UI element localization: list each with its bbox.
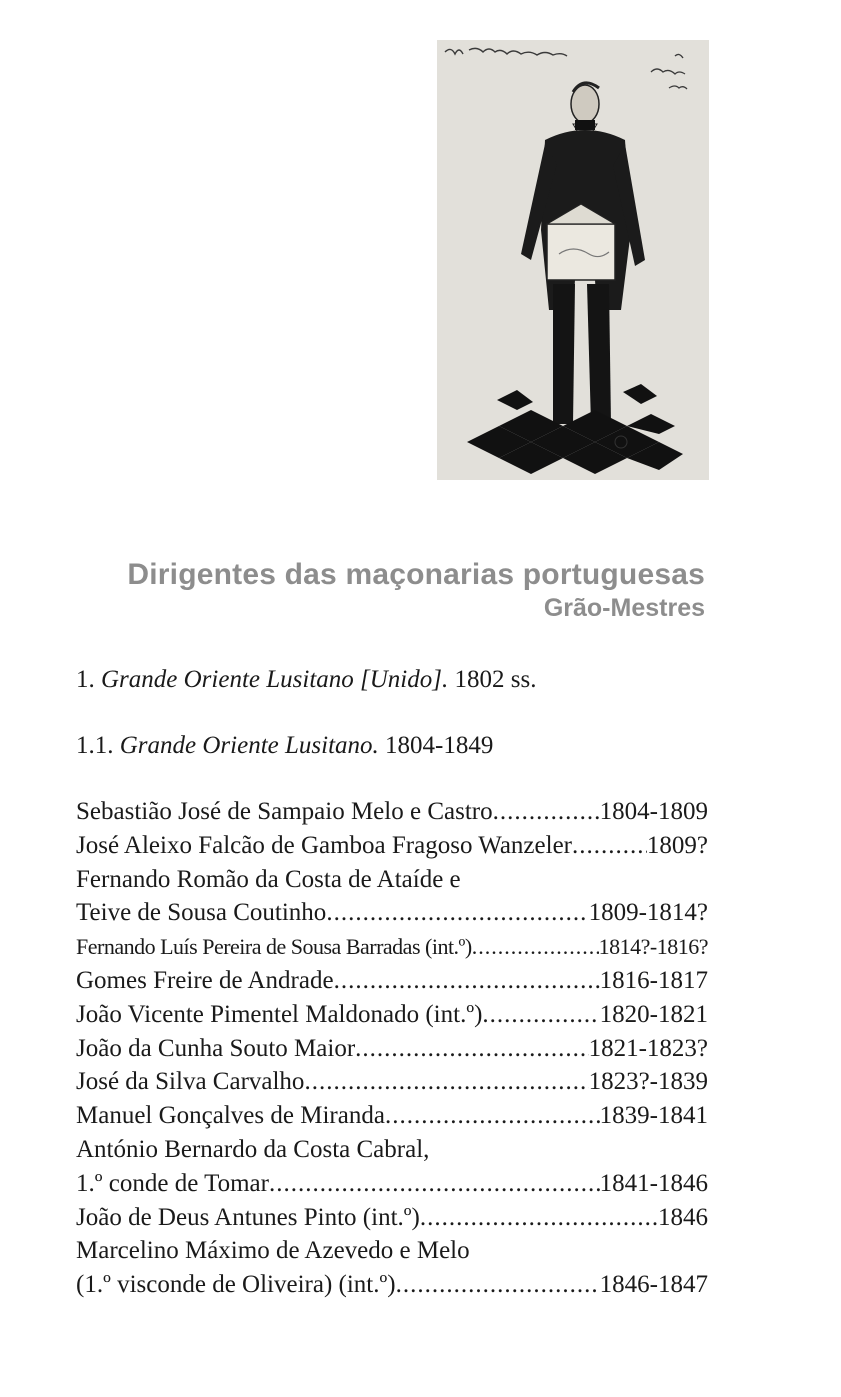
section-name: Grande Oriente Lusitano [Unido]. [101,666,449,693]
section-years: 1804-1849 [385,732,494,759]
grand-master-illustration [437,40,709,480]
page-title: Dirigentes das maçonarias portuguesas [127,558,705,591]
list-item: (1.º visconde de Oliveira) (int.º) ..... 1846-1847 [76,1268,708,1302]
list-item: João de Deus Antunes Pinto (int.º) ..... 1846 [76,1201,708,1235]
grand-masters-list [76,795,708,1302]
list-item: João da Cunha Souto Maior ..... 1821-1823? [76,1032,708,1066]
section-1 [76,665,536,695]
section-years: 1802 ss. [454,666,537,693]
freemason-portrait-icon [437,40,709,480]
list-item: Teive de Sousa Coutinho ..... 1809-1814? [76,896,708,930]
section-1-1 [76,731,493,761]
list-item: Manuel Gonçalves de Miranda ..... 1839-1841 [76,1099,708,1133]
list-item: Fernando Luís Pereira de Sousa Barradas (int.º) ..... 1814?-1816? [76,930,708,964]
list-item: José Aleixo Falcão de Gamboa Fragoso Wanzeler ..... 1809? [76,829,708,863]
section-heading [127,558,705,624]
list-item: 1.º conde de Tomar ..... 1841-1846 [76,1167,708,1201]
list-item: Gomes Freire de Andrade ..... 1816-1817 [76,964,708,998]
list-item: Sebastião José de Sampaio Melo e Castro ..... 1804-1809 [76,795,708,829]
page-subtitle: Grão-Mestres [543,594,705,622]
section-number: 1. [76,666,95,693]
list-item: João Vicente Pimentel Maldonado (int.º) ..... 1820-1821 [76,998,708,1032]
list-item: António Bernardo da Costa Cabral, [76,1135,430,1163]
section-name: Grande Oriente Lusitano. [119,732,379,759]
list-item: Fernando Romão da Costa de Ataíde e [76,865,461,893]
list-item: José da Silva Carvalho ..... 1823?-1839 [76,1065,708,1099]
section-number: 1.1. [76,732,114,759]
list-item: Marcelino Máximo de Azevedo e Melo [76,1237,470,1265]
